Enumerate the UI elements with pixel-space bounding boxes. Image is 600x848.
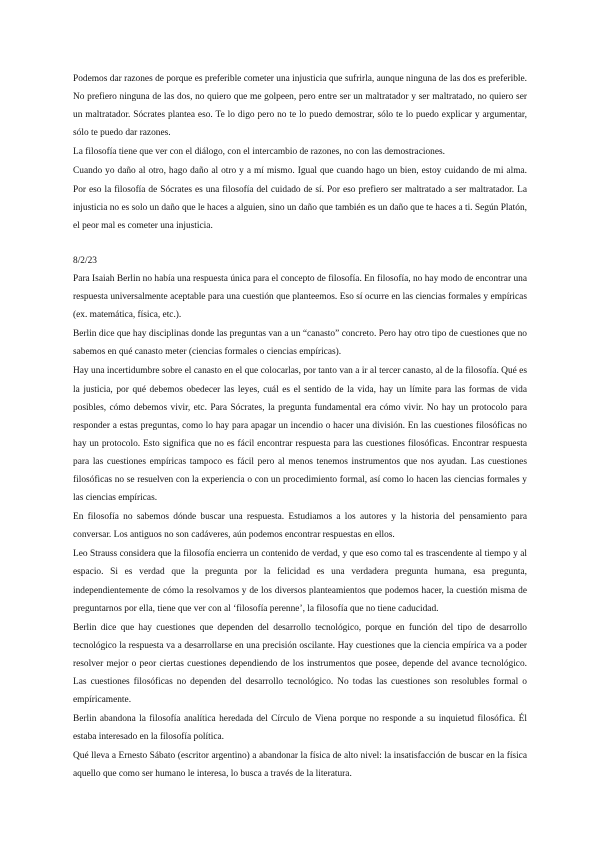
paragraph-buscar-respuesta: En filosofía no sabemos dónde buscar una respuesta. Estudiamos a los autores y la historia del pensamiento para conversar. Los antiguos no son cadáveres, aún podemos encontrar respuestas en ellos. [73,512,527,541]
paragraph-circulo-de-viena: Berlin abandona la filosofía analítica heredada del Círculo de Viena porque no responde a su inquietud filosófica. Él estaba interesado en la filosofía política. [73,714,527,743]
paragraph-berlin-concepto: Para Isaiah Berlin no había una respuesta única para el concepto de filosofía. En filosofía, no hay modo de encontrar una respuesta universalmente aceptable para una cuestión que planteemos. Eso sí ocurre en las ciencias formales y empíricas (ex. matemática, física, etc.). [73,273,527,321]
paragraph-desarrollo-tecnologico: Berlin dice que hay cuestiones que dependen del desarrollo tecnológico, porque en función del tipo de desarrollo tecnológico la respuesta va a desarrollarse en una precisión oscilante. Hay cuestiones que la ciencia empírica va a poder resolver mejor o peor ciertas cuestiones dependiendo de los instrumentos que posee, depende del avance tecnológico. Las cuestiones filosóficas no dependen del desarrollo tecnológico. No todas las cuestiones son resolubles formal o empíricamente. [73,622,527,706]
date-heading: 8/2/23 [73,255,97,266]
paragraph-leo-strauss: Leo Strauss considera que la filosofía encierra un contenido de verdad, y que eso como tal es trascendente al tiempo y al espacio. Si es verdad que la pregunta por la felicidad es una verdadera pregunta humana, esa pregunta, independientemente de cómo la resolvamos y de los diversos planteamientos que podemos hacer, la cuestión misma de preguntarnos por ella, tiene que ver con al ‘filosofía perenne’, la filosofía que no tiene caducidad. [73,549,527,614]
paragraph-ernesto-sabato: Qué lleva a Ernesto Sábato (escritor argentino) a abandonar la física de alto nivel: la insatisfacción de buscar en la física aquello que como ser humano le interesa, lo busca a través de la literatura. [73,751,527,780]
paragraph-berlin-canasto: Berlin dice que hay disciplinas donde las preguntas van a un “canasto” concreto. Pero hay otro tipo de cuestiones que no sabemos en qué canasto meter (ciencias formales o ciencias empíricas). [73,329,527,358]
paragraph-injusticia: Podemos dar razones de porque es preferible cometer una injusticia que sufrirla, aunque ninguna de las dos es preferible. No prefiero ninguna de las dos, no quiero que me golpeen, pero entre ser un maltratador y ser maltratado, no quiero ser un maltratador. Sócrates plantea eso. Te lo digo pero no te lo puedo demostrar, sólo te lo puedo explicar y argumentar, sólo te puedo dar razones. [73,74,527,139]
paragraph-cuidado-de-si: Cuando yo daño al otro, hago daño al otro y a mí mismo. Igual que cuando hago un bien, estoy cuidando de mi alma. Por eso la filosofía de Sócrates es una filosofía del cuidado de sí. Por eso prefiero ser maltratado a ser maltratador. La injusticia no es solo un daño que le haces a alguien, sino un daño que también es un daño que te haces a ti. Según Platón, el peor mal es cometer una injusticia. [73,166,527,231]
document-page [73,70,527,785]
paragraph-dialogo: La filosofía tiene que ver con el diálogo, con el intercambio de razones, no con las demostraciones. [73,147,446,158]
paragraph-incertidumbre: Hay una incertidumbre sobre el canasto en el que colocarlas, por tanto van a ir al tercer canasto, al de la filosofía. Qué es la justicia, por qué debemos obedecer las leyes, cuál es el sentido de la vida, hay un límite para las formas de vida posibles, cómo debemos vivir, etc. Para Sócrates, la pregunta fundamental era cómo vivir. No hay un protocolo para responder a estas preguntas, como lo hay para apagar un incendio o hacer una división. En las cuestiones filosóficas no hay un protocolo. Esto significa que no es fácil encontrar respuesta para las cuestiones filosóficas. Encontrar respuesta para las cuestiones empíricas tampoco es fácil pero al menos tenemos instrumentos que nos ayudan. Las cuestiones filosóficas no se resuelven con la experiencia o con un procedimiento formal, así como lo hacen las ciencias formales y las ciencias empíricas. [73,366,527,504]
